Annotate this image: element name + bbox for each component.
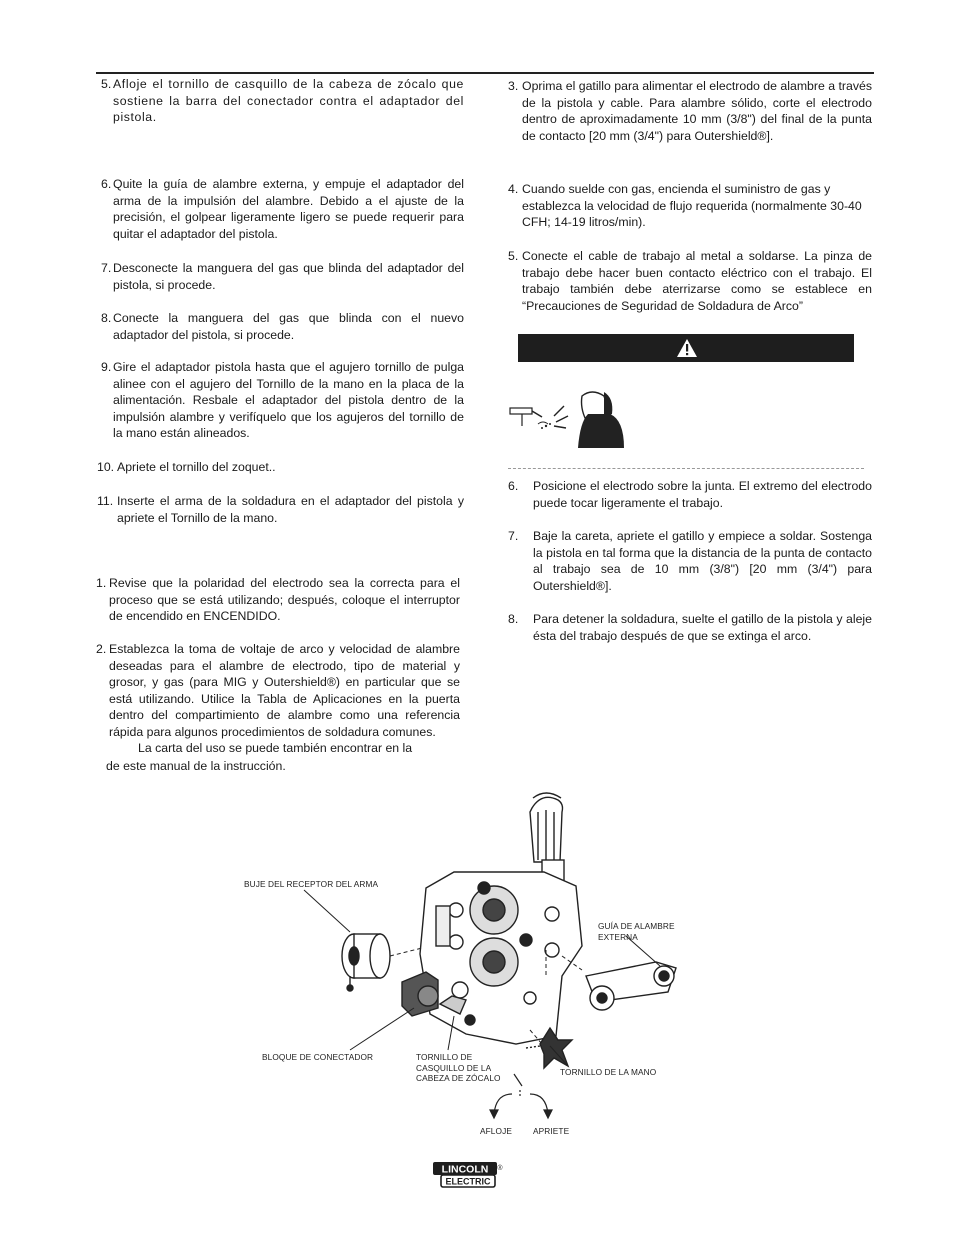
item-number: 11. bbox=[97, 494, 114, 508]
item-text: Desconecte la manguera del gas que blinda del adaptador del pistola, si procede. bbox=[113, 261, 464, 292]
item-number: 1. bbox=[96, 576, 107, 590]
item-text: Gire el adaptador pistola hasta que el agujero tornillo de pulga alinee con el agujero del Tornillo de la mano en la placa de la alimentación. Resbale el adaptador del pistola dentro de la impulsión alambre y verifíquelo que los agujeros del tornillo de la mano están alineados. bbox=[113, 360, 464, 441]
note-line-2: de este manual de la instrucción. bbox=[106, 759, 286, 773]
item-number: 10. bbox=[97, 460, 115, 474]
item-number: 3. bbox=[508, 79, 519, 93]
warning-icon bbox=[676, 338, 698, 358]
label-socket-screw: TORNILLO DE CASQUILLO DE LA CABEZA DE ZÓCALO bbox=[416, 1052, 501, 1083]
item-text: Conecte el cable de trabajo al metal a soldarse. La pinza de trabajo debe hacer buen contacto eléctrico con el trabajo. El trabajo también debe aterrizarse como se establece en “Precauciones de Seguridad de Soldadura de Arco” bbox=[522, 249, 872, 313]
label-loosen: AFLOJE bbox=[480, 1126, 512, 1136]
item-number: 9. bbox=[101, 360, 112, 374]
label-tighten: APRIETE bbox=[533, 1126, 570, 1136]
svg-text:ELECTRIC: ELECTRIC bbox=[445, 1176, 491, 1187]
right-item-5 bbox=[506, 248, 872, 314]
item-text: Oprima el gatillo para alimentar el electrodo de alambre a través de la pistola y cable. Para alambre sólido, corte el electrodo dentro de aproximadamente 10 mm (3/8") del final de la punta de contacto [20 mm (3/4") para Outershield®]. bbox=[522, 79, 872, 143]
left-item-8 bbox=[96, 310, 464, 343]
gun-receptor-bushing bbox=[342, 934, 390, 991]
left-item2-2 bbox=[96, 641, 460, 741]
label-thumb-screw: TORNILLO DE LA MANO bbox=[560, 1067, 657, 1077]
label-gun-receptor: BUJE DEL RECEPTOR DEL ARMA bbox=[244, 879, 379, 889]
item-number: 8. bbox=[508, 612, 519, 626]
item-text: Apriete el tornillo del zoquet.. bbox=[117, 460, 276, 474]
welder-icon bbox=[508, 386, 628, 450]
note-line-1: La carta del uso se puede también encontrar en la bbox=[138, 741, 413, 755]
right-item-4 bbox=[506, 181, 872, 231]
item-text: Quite la guía de alambre externa, y empuje el adaptador del arma de la impulsión del alambre. Debido a el ajuste de la precisión, el golpear ligeramente ligero se puede requerir para quitar el adaptador del pistola. bbox=[113, 177, 464, 241]
wire-drive-diagram bbox=[230, 780, 700, 1140]
left-item-10 bbox=[96, 459, 464, 476]
item-text: Conecte la manguera del gas que blinda con el nuevo adaptador del pistola, si procede. bbox=[113, 311, 464, 342]
dashed-divider bbox=[508, 468, 864, 469]
item-text: Posicione el electrodo sobre la junta. El extremo del electrodo puede tocar ligeramente el trabajo. bbox=[533, 479, 872, 510]
warning-bar bbox=[518, 334, 854, 362]
right-item-6 bbox=[506, 478, 872, 511]
svg-text:LINCOLN: LINCOLN bbox=[441, 1163, 489, 1176]
item-number: 7. bbox=[508, 529, 519, 543]
left-item-11 bbox=[96, 493, 464, 526]
label-external-guide: GUÍA DE ALAMBRE EXTERNA bbox=[598, 921, 675, 942]
left-item-7 bbox=[96, 260, 464, 293]
top-rule bbox=[96, 72, 874, 74]
right-item-7 bbox=[506, 528, 872, 594]
item-text: Inserte el arma de la soldadura en el adaptador del pistola y apriete el Tornillo de la mano. bbox=[117, 494, 464, 525]
item-number: 4. bbox=[508, 182, 519, 196]
lincoln-electric-logo bbox=[432, 1161, 504, 1189]
right-item-8 bbox=[506, 611, 872, 644]
left-item2-1 bbox=[96, 575, 460, 625]
item-number: 6. bbox=[101, 177, 112, 191]
right-item-3 bbox=[506, 78, 872, 144]
item-text: Revise que la polaridad del electrodo sea la correcta para el proceso que se está utilizando; después, coloque el interruptor de encendido en ENCENDIDO. bbox=[109, 576, 460, 624]
left-item-5 bbox=[96, 76, 464, 126]
item-number: 2. bbox=[96, 642, 107, 656]
left-item-6 bbox=[96, 176, 464, 242]
connector-block bbox=[402, 972, 438, 1016]
item-text: Baje la careta, apriete el gatillo y empiece a soldar. Sostenga la pistola en tal forma que la distancia de la punta de contacto al trabajo sea de 10 mm (3/8") [20 mm (3/4") para Outershield®]. bbox=[533, 529, 872, 593]
item-text: Establezca la toma de voltaje de arco y velocidad de alambre deseadas para el alambre de electrodo, tipo de material y grosor, y gas (para MIG y Outershield®) en particular que se está utilizando. Utilice la Tabla de Aplicaciones en la puerta dentro del compartimiento de alambre como una referencia rápida para algunos procedimientos de soldadura comunes. bbox=[109, 642, 460, 739]
item-number: 5. bbox=[101, 77, 112, 91]
label-connector-block: BLOQUE DE CONECTADOR bbox=[262, 1052, 374, 1062]
item-number: 7. bbox=[101, 261, 112, 275]
external-wire-guide bbox=[586, 962, 676, 1010]
item-text: Para detener la soldadura, suelte el gatillo de la pistola y aleje ésta del trabajo después de que se extinga el arco. bbox=[533, 612, 872, 643]
wire-drive-illustration bbox=[230, 780, 700, 1140]
item-number: 5. bbox=[508, 249, 519, 263]
item-text: Afloje el tornillo de casquillo de la cabeza de zócalo que sostiene la barra del conectador contra el adaptador del pistola. bbox=[113, 77, 464, 125]
svg-text:®: ® bbox=[497, 1165, 503, 1172]
left-item-9 bbox=[96, 359, 464, 442]
item-number: 8. bbox=[101, 311, 112, 325]
item-text: Cuando suelde con gas, encienda el suministro de gas y establezca la velocidad de flujo requerida (normalmente 30-40 CFH; 14-19 litros/min). bbox=[522, 182, 862, 230]
item-number: 6. bbox=[508, 479, 519, 493]
